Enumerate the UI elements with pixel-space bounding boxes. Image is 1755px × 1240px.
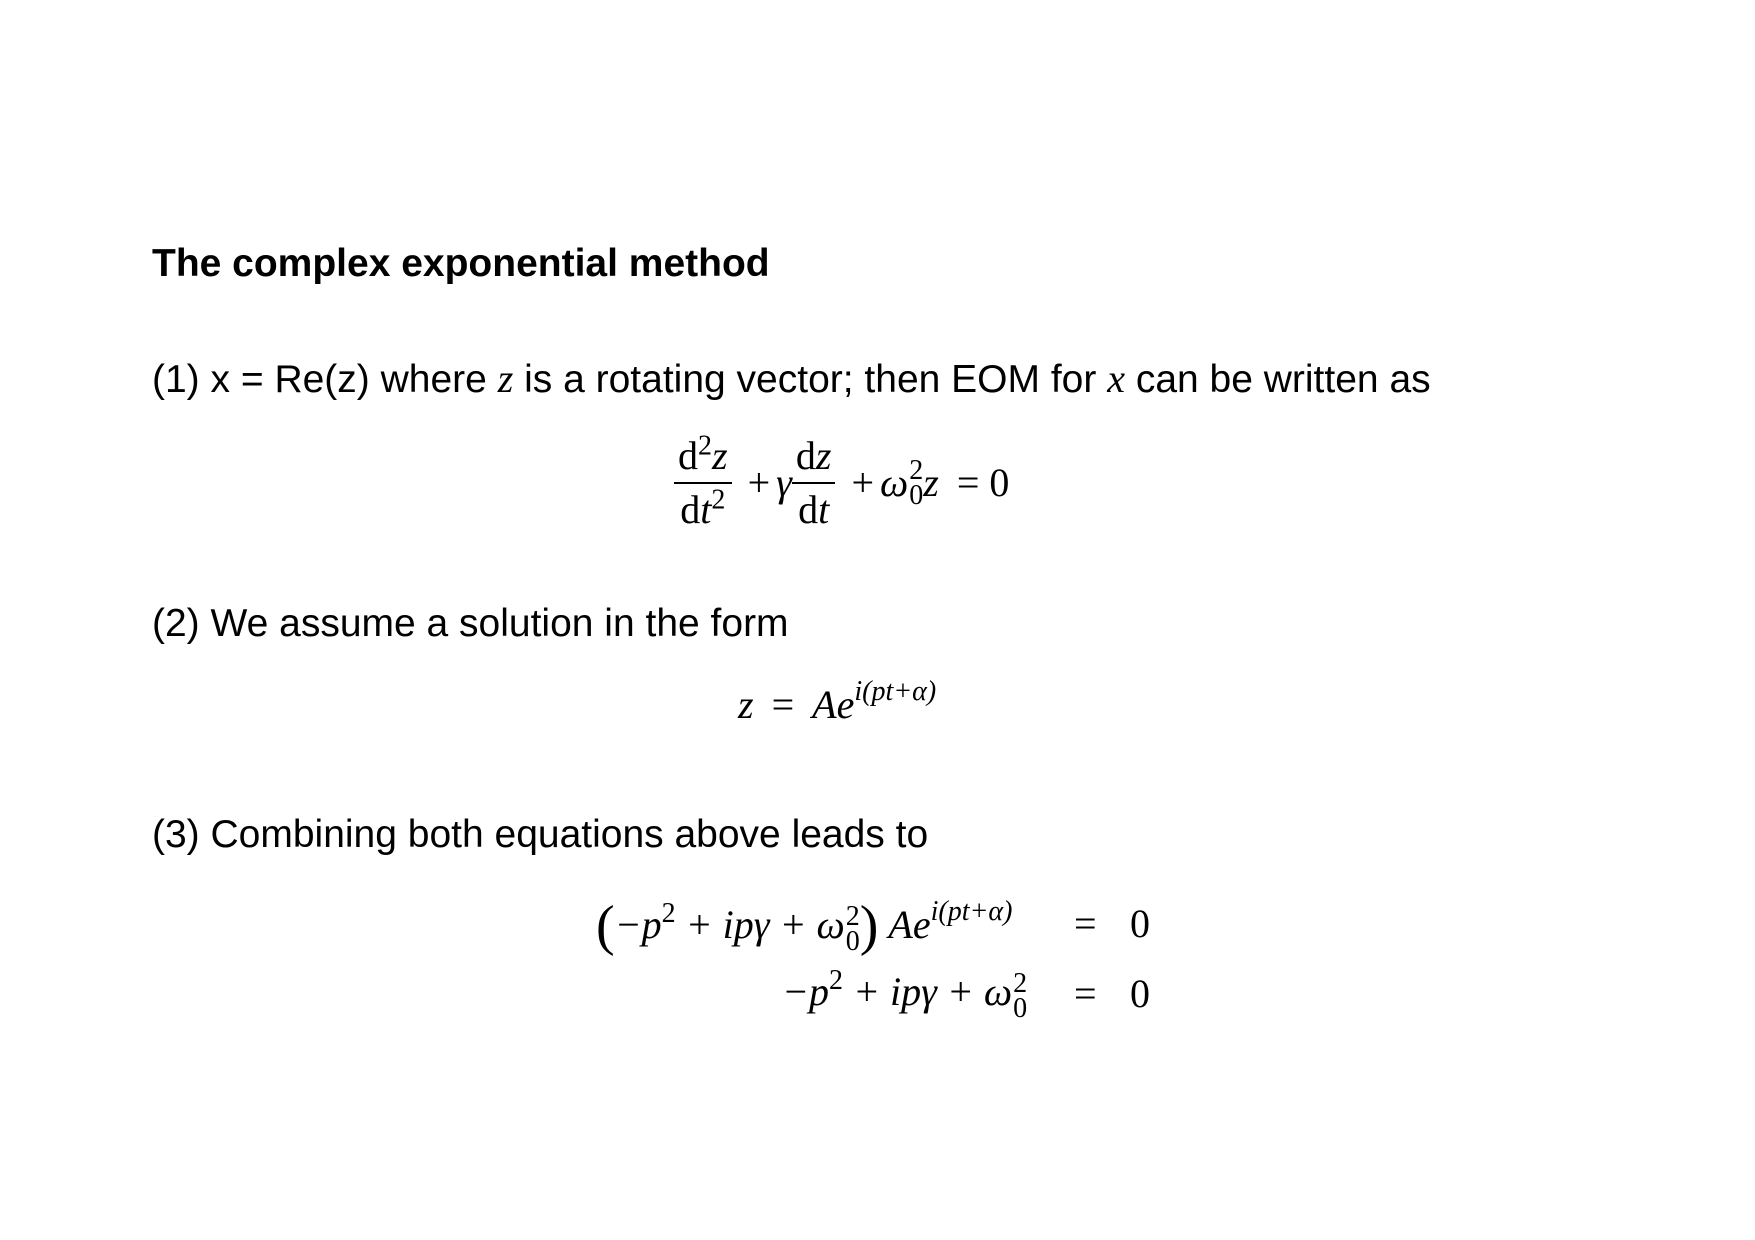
minus-p: −p: [782, 969, 829, 1014]
page-title: The complex exponential method: [152, 242, 770, 285]
close-paren: ): [859, 895, 879, 957]
open-paren: (: [596, 895, 615, 957]
step-1-suffix: can be written as: [1135, 358, 1431, 401]
omega-super-sub: 2 0: [909, 454, 924, 511]
fraction-denominator: dt: [798, 487, 830, 532]
fraction-numerator: $d^2z$: [674, 436, 732, 484]
z-variable: z: [738, 682, 754, 727]
line-1-equals: =: [1074, 901, 1097, 946]
middle-terms: + ipγ + ω: [685, 902, 845, 947]
power-two: 2: [829, 965, 843, 996]
omega-super-sub: 2 0: [845, 900, 860, 957]
exponential-e: e: [836, 682, 855, 727]
exponential-e: e: [912, 902, 931, 947]
amplitude-A: A: [812, 682, 837, 727]
equals-sign: =: [771, 682, 795, 727]
first-derivative-fraction: [792, 433, 836, 532]
step-2-text: (2) We assume a solution in the form: [152, 602, 789, 645]
exponent: i(pt+α): [930, 896, 1013, 927]
z-variable: z: [923, 460, 939, 505]
step-1-var-z: z: [497, 356, 514, 401]
assumed-solution-equation: [738, 676, 937, 727]
step-3-text: (3) Combining both equations above leads to: [152, 813, 929, 856]
second-derivative-fraction: [674, 430, 732, 532]
fraction-numerator: dz: [792, 436, 836, 484]
minus-p: −p: [614, 902, 662, 947]
fraction-denominator: $dt^2$: [680, 484, 726, 532]
combined-equation-line-1: [596, 894, 1012, 958]
equals-zero: = 0: [956, 460, 1010, 505]
combined-equation-line-2: [782, 965, 1028, 1024]
step-1-text: [152, 355, 1431, 402]
exponent: i(pt+α): [854, 676, 937, 707]
omega-super-sub: 2 0: [1013, 967, 1028, 1024]
plus-sign: +: [851, 460, 875, 505]
step-1-middle: is a rotating vector; then EOM for: [524, 358, 1097, 401]
equation-of-motion: [674, 430, 1010, 532]
step-1-var-x: x: [1107, 356, 1125, 401]
amplitude-A: A: [888, 902, 913, 947]
gamma-symbol: γ: [776, 460, 792, 505]
plus-sign: +: [747, 460, 771, 505]
power-two: 2: [661, 898, 676, 929]
line-2-rhs: 0: [1130, 971, 1150, 1016]
omega-symbol: ω: [880, 460, 909, 505]
step-1-prefix: (1) x = Re(z) where: [152, 358, 487, 401]
line-2-equals: =: [1074, 971, 1097, 1016]
line-1-rhs: 0: [1130, 901, 1150, 946]
middle-terms: + ipγ + ω: [853, 969, 1013, 1014]
